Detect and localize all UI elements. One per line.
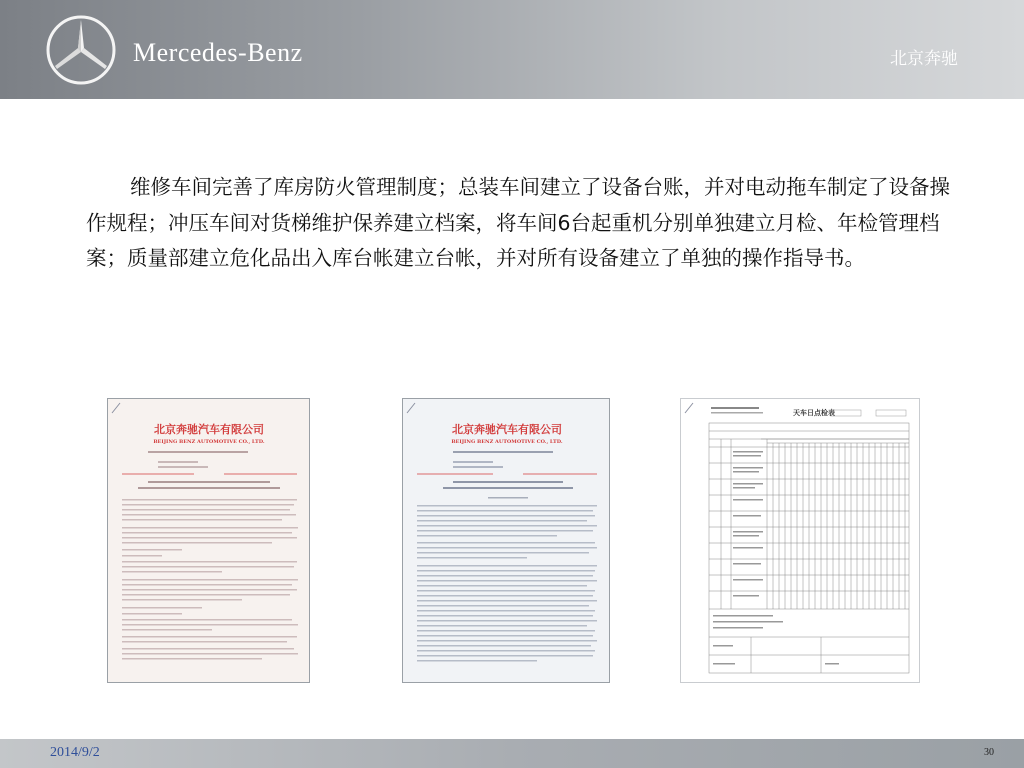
document-scan-1	[107, 398, 310, 683]
slide-header-title: 北京奔驰	[890, 49, 958, 69]
brand-name: Mercedes-Benz	[133, 38, 303, 67]
inspection-table-scan	[680, 398, 920, 683]
doc1-company-en: BEIJING BENZ AUTOMOTIVE CO., LTD.	[153, 439, 265, 445]
page-number: 30	[984, 747, 994, 758]
header-bar	[0, 0, 1024, 99]
body-paragraph: 维修车间完善了库房防火管理制度；总装车间建立了设备台账，并对电动拖车制定了设备操作规程；冲压车间对货梯维护保养建立档案，将车间6台起重机分别单独建立月检、年检管理档案；质量部建立危化品出入库台帐建立台帐，并对所有设备建立了单独的操作指导书。	[86, 175, 950, 270]
footer-bar	[0, 739, 1024, 768]
table-title: 天车日点检表	[793, 409, 835, 417]
document-scan-2	[402, 398, 610, 683]
doc1-company: 北京奔驰汽车有限公司	[154, 423, 264, 436]
doc2-company-en: BEIJING BENZ AUTOMOTIVE CO., LTD.	[451, 439, 563, 445]
doc2-company: 北京奔驰汽车有限公司	[452, 423, 562, 436]
footer-date: 2014/9/2	[50, 745, 100, 760]
mercedes-star-icon	[45, 14, 117, 86]
